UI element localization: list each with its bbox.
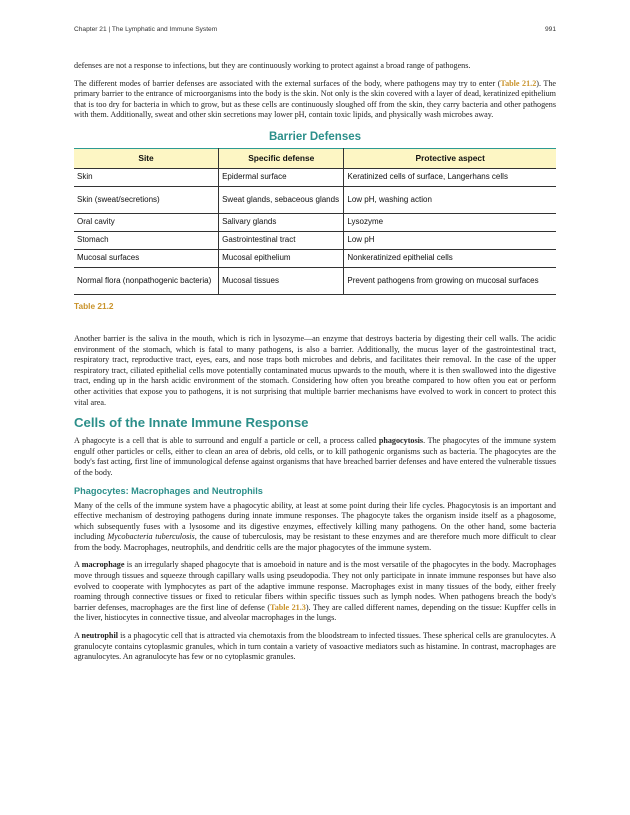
table-cell: Normal flora (nonpathogenic bacteria) — [74, 267, 219, 294]
page-content — [74, 61, 556, 670]
key-term: macrophage — [81, 560, 125, 570]
table-cell: Mucosal tissues — [219, 267, 344, 294]
table-21-2-link[interactable]: Table 21.2 — [500, 78, 537, 88]
text-span: Many of the cells of the immune system have a phagocytic ability, at least at some point during their life cycles. Phagocytosis is an important and effective mechanism of destroying pathogens during innate immune responses. The phagocyte takes the organism inside itself as a phagosome, which subsequently fuses with a lysosome and its digestive enzymes, effectively killing many pathogens. On the other hand, some bacteria including — [74, 500, 556, 542]
subsection-heading: Phagocytes: Macrophages and Neutrophils — [74, 485, 263, 496]
table-cell: Keratinized cells of surface, Langerhans cells — [344, 168, 556, 186]
running-header — [74, 26, 556, 38]
paragraph-phagocytosis — [74, 501, 556, 554]
table-title: Barrier Defenses — [268, 130, 362, 143]
table-row — [74, 168, 556, 186]
table-caption: Table 21.2 — [74, 300, 114, 311]
column-header-site: Site — [74, 148, 219, 168]
text-span: The different modes of barrier defenses are associated with the external surfaces of the body, where pathogens may try to enter ( — [74, 78, 501, 88]
text-span: ). The primary barrier to the entrance of microorganisms into the body is the skin. Not only is the skin covered with a layer of dead, keratinized epithelium that is too dry for bacteria in which to grow, but as these cells are continuously sloughed off from the skin, they carry bacteria and other pathogens with them. Additionally, sweat and other skin secretions may lower pH, contain toxic lipids, and physically wash microbes away. — [74, 78, 556, 120]
table-row — [74, 186, 556, 213]
text-span: A — [74, 560, 82, 570]
table-cell: Mucosal surfaces — [74, 249, 219, 267]
paragraph-neutrophil — [74, 631, 556, 663]
italic-term: Mycobacteria tuberculosis — [107, 532, 195, 542]
text-span: , the cause of tuberculosis, may be resistant to these enzymes and are therefore much more difficult to clear from the body. Macrophages, neutrophils, and dendritic cells are the major phagocytes of the immune system. — [74, 532, 556, 552]
section-heading: Cells of the Innate Immune Response — [74, 415, 309, 431]
table-cell: Epidermal surface — [219, 168, 344, 186]
paragraph-phagocyte — [74, 436, 556, 478]
table-cell: Nonkeratinized epithelial cells — [344, 249, 556, 267]
table-cell: Low pH — [344, 231, 556, 249]
text-span: A phagocyte is a cell that is able to surround and engulf a particle or cell, a process called — [74, 436, 379, 446]
text-span: is an irregularly shaped phagocyte that is amoeboid in nature and is the most versatile of the phagocytes in the body. Macrophages move through tissues and squeeze through capillary walls using pseudopodia. They not only participate in innate immune responses but have also evolved to cooperate with lymphocytes as part of the adaptive immune response. Macrophages exist in many tissues of the body, either freely roaming through connective tissues or fixed to reticular fibers within specific tissues such as lymph nodes. When pathogens breach the body's barrier defenses, macrophages are the first line of defense ( — [74, 560, 556, 612]
column-header-specific-defense: Specific defense — [219, 148, 344, 168]
table-cell: Gastrointestinal tract — [219, 231, 344, 249]
table-cell: Skin — [74, 168, 219, 186]
paragraph-intro-2 — [74, 79, 556, 121]
table-cell: Salivary glands — [219, 213, 344, 231]
column-header-protective-aspect: Protective aspect — [344, 148, 556, 168]
table-cell: Mucosal epithelium — [219, 249, 344, 267]
table-21-3-link[interactable]: Table 21.3 — [270, 602, 306, 612]
page-number: 991 — [544, 26, 556, 33]
text-span: is a phagocytic cell that is attracted via chemotaxis from the bloodstream to infected tissues. These spherical cells are granulocytes. A granulocyte contains cytoplasmic granules, which in turn contain a variety of vasoactive mediators such as histamine. In contrast, macrophages are agranulocytes. An agranulocyte has few or no cytoplasmic granules. — [74, 631, 556, 662]
text-span: ). They are called different names, depending on the tissue: Kupffer cells in the liver, histiocytes in connective tissue, and alveolar macrophages in the lungs. — [74, 602, 556, 623]
table-row — [74, 231, 556, 249]
table-cell: Oral cavity — [74, 213, 219, 231]
text-span: A — [74, 631, 82, 641]
key-term: neutrophil — [81, 631, 118, 641]
barrier-defenses-table — [74, 148, 556, 295]
paragraph-intro-1: defenses are not a response to infections, but they are continuously working to protect against a broad range of pathogens. — [74, 61, 471, 70]
chapter-label — [74, 26, 217, 33]
table-cell: Stomach — [74, 231, 219, 249]
table-row — [74, 213, 556, 231]
text-span: . The phagocytes of the immune system engulf other particles or cells, either to clean an area of debris, old cells, or to kill pathogenic organisms such as bacteria. The phagocytes are the body's fast acting, first line of immunological defense against organisms that have breached barrier defenses and have entered the vulnerable tissues of the body. — [74, 436, 556, 477]
table-cell: Prevent pathogens from growing on mucosal surfaces — [344, 267, 556, 294]
spacer — [74, 311, 556, 334]
table-header-row — [74, 148, 556, 168]
table-row — [74, 249, 556, 267]
table-cell: Low pH, washing action — [344, 186, 556, 213]
chapter-title: The Lymphatic and Immune System — [111, 26, 218, 33]
paragraph-macrophage — [74, 560, 556, 624]
chapter-prefix: Chapter 21 | — [74, 26, 112, 33]
table-row — [74, 267, 556, 294]
paragraph-saliva: Another barrier is the saliva in the mouth, which is rich in lysozyme—an enzyme that destroys bacteria by digesting their cell walls. The acidic environment of the stomach, which is fatal to many pathogens, is also a barrier. Additionally, the mucus layer of the gastrointestinal tract, respiratory tract, reproductive tract, eyes, ears, and nose traps both microbes and debris, and facilitates their removal. In the case of the upper respiratory tract, ciliated epithelial cells move potentially contaminated mucus upwards to the mouth, where it is then swallowed into the digestive tract, ending up in the harsh acidic environment of the stomach. Considering how often you breathe compared to how often you eat or perform other activities that expose you to pathogens, it is not surprising that multiple barrier mechanisms have evolved to work in concert to protect this vital area. — [74, 333, 556, 407]
key-term: phagocytosis — [378, 436, 424, 446]
table-cell: Sweat glands, sebaceous glands — [219, 186, 344, 213]
table-cell: Skin (sweat/secretions) — [74, 186, 219, 213]
table-cell: Lysozyme — [344, 213, 556, 231]
